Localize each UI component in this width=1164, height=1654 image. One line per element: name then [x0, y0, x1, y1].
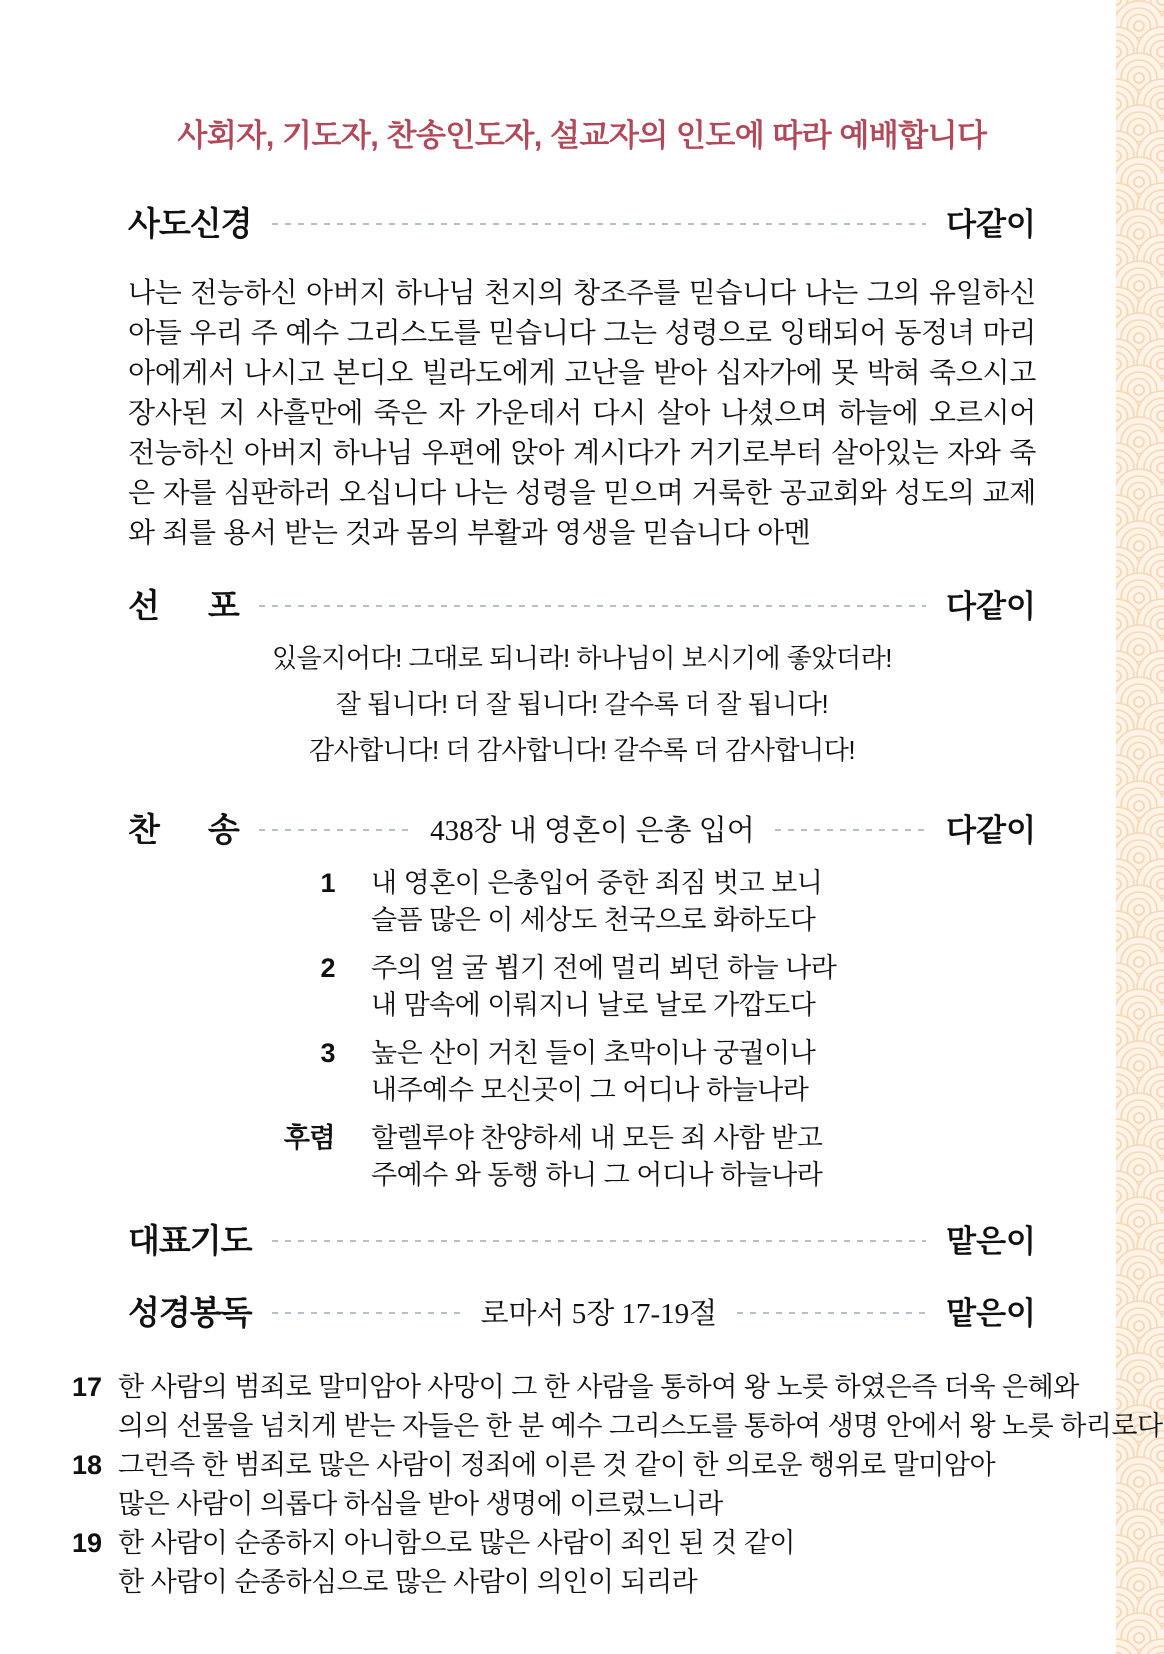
scripture-verses	[72, 1368, 1163, 1602]
scripture-verse	[72, 1446, 1112, 1524]
hymn-refrain-line: 할렐루야 찬양하세 내 모든 죄 사함 받고	[371, 1123, 823, 1153]
scripture-verse-line: 의의 선물을 넘치게 받는 자들은 한 분 예수 그리스도를 통하여 생명 안에서 왕 노릇 하리로다	[118, 1411, 1163, 1441]
proclamation-performer: 다같이	[946, 588, 1036, 624]
proclamation-line: 감사합니다! 더 감사합니다! 갈수록 더 감사합니다!	[308, 735, 856, 765]
proclamation-line: 잘 됩니다! 더 잘 됩니다! 갈수록 더 잘 됩니다!	[335, 689, 829, 719]
scripture-verse-line: 그런즉 한 범죄로 많은 사람이 정죄에 이른 것 같이 한 의로운 행위로 말미암아	[118, 1450, 996, 1480]
leader-dots	[272, 1312, 461, 1314]
reading-performer: 맡은이	[946, 1295, 1036, 1331]
hymn-verse-line: 높은 산이 거친 들이 초막이나 궁궐이나	[371, 1038, 816, 1068]
hymn-number-and-name: 438장 내 영혼이 은총 입어	[430, 814, 755, 847]
hymn-verses	[128, 865, 1036, 1194]
leader-dots	[272, 1240, 927, 1242]
prayer-title: 대표기도	[128, 1221, 252, 1259]
hymn-performer: 다같이	[946, 812, 1037, 848]
hymn-verse-number: 3	[320, 1038, 335, 1068]
worship-notice: 사회자, 기도자, 찬송인도자, 설교자의 인도에 따라 예배합니다	[177, 118, 987, 153]
scripture-verse-text	[118, 1524, 795, 1602]
proclamation-lines	[128, 635, 1036, 773]
hymn-verse-line: 주의 얼 굴 뵙기 전에 멀리 뵈던 하늘 나라	[371, 953, 837, 983]
proclamation-line: 있을지어다! 그대로 되니라! 하나님이 보시기에 좋았더라!	[272, 643, 892, 673]
scripture-verse	[72, 1524, 1112, 1602]
leader-dots	[775, 829, 926, 831]
hymn-verse	[128, 865, 1036, 939]
scripture-verse	[72, 1368, 1163, 1446]
scripture-verse-text	[118, 1368, 1163, 1446]
leader-dots	[259, 605, 926, 607]
hymn-verse-line: 내주예수 모신곳이 그 어디나 하늘나라	[371, 1075, 809, 1105]
scripture-verse-number: 19	[72, 1528, 103, 1558]
hymn-verse-line: 내 맘속에 이뤄지니 날로 날로 가깝도다	[371, 990, 816, 1020]
hymn-verse-text	[371, 950, 836, 1024]
hymn-verse-number: 2	[320, 953, 335, 983]
hymn-verse	[128, 1035, 1036, 1109]
hymn-verse-line: 내 영혼이 은총입어 중한 죄짐 벗고 보니	[371, 868, 823, 898]
scripture-verse-line: 한 사람이 순종하지 아니함으로 많은 사람이 죄인 된 것 같이	[118, 1528, 795, 1558]
scripture-verse-line: 한 사람이 순종하심으로 많은 사람이 의인이 되리라	[118, 1567, 698, 1597]
reading-passage: 로마서 5장 17-19절	[480, 1297, 718, 1330]
proclamation-title: 선 포	[128, 586, 239, 624]
section-reading-header	[128, 1288, 1036, 1332]
leader-dots	[272, 223, 927, 225]
scripture-verse-line: 많은 사람이 의롭다 하심을 받아 생명에 이르렀느니라	[118, 1489, 723, 1519]
hymn-refrain-text	[371, 1120, 822, 1194]
hymn-verse-line: 슬픔 많은 이 세상도 천국으로 화하도다	[371, 905, 816, 935]
hymn-verse-number: 1	[320, 868, 335, 898]
bulletin-content	[72, 0, 1163, 1602]
hymn-title: 찬 송	[128, 810, 239, 848]
leader-dots	[737, 1312, 926, 1314]
hymn-verse-text	[371, 1035, 815, 1109]
hymn-verse	[128, 950, 1036, 1024]
scripture-verse-text	[118, 1446, 995, 1524]
scripture-verse-number: 17	[72, 1372, 103, 1402]
creed-title: 사도신경	[128, 204, 252, 242]
hymn-verse-text	[371, 865, 822, 939]
leader-dots	[259, 829, 410, 831]
section-creed-header	[128, 199, 1036, 243]
creed-performer: 다같이	[946, 206, 1036, 242]
section-hymn-header	[128, 805, 1036, 849]
creed-body: 나는 전능하신 아버지 하나님 천지의 창조주를 믿습니다 나는 그의 유일하신 아들 우리 주 예수 그리스도를 믿습니다 그는 성령으로 잉태되어 동정녀 마리아에게서 나시고 본디오 빌라도에게 고난을 받아 십자가에 못 박혀 죽으시고 장사된 지 사흘만에 죽은 자 가운데서 다시 살아 나셨으며 하늘에 오르시어 전능하신 아버지 하나님 우편에 앉아 계시다가 거기로부터 살아있는 자와 죽은 자를 심판하러 오십니다 나는 성령을 믿으며 거룩한 공교회와 성도의 교제와 죄를 용서 받는 것과 몸의 부활과 영생을 믿습니다 아멘	[128, 277, 1036, 548]
prayer-performer: 맡은이	[946, 1223, 1036, 1259]
section-prayer-header	[128, 1216, 1036, 1260]
hymn-refrain-line: 주예수 와 동행 하니 그 어디나 하늘나라	[371, 1160, 823, 1190]
scripture-verse-number: 18	[72, 1450, 103, 1480]
scripture-verse-line: 한 사람의 범죄로 말미암아 사망이 그 한 사람을 통하여 왕 노릇 하였은즉 더욱 은혜와	[118, 1372, 1079, 1402]
reading-title: 성경봉독	[128, 1293, 252, 1331]
hymn-refrain	[128, 1120, 1036, 1194]
hymn-refrain-label: 후렴	[283, 1123, 335, 1153]
section-proclamation-header	[128, 581, 1036, 625]
